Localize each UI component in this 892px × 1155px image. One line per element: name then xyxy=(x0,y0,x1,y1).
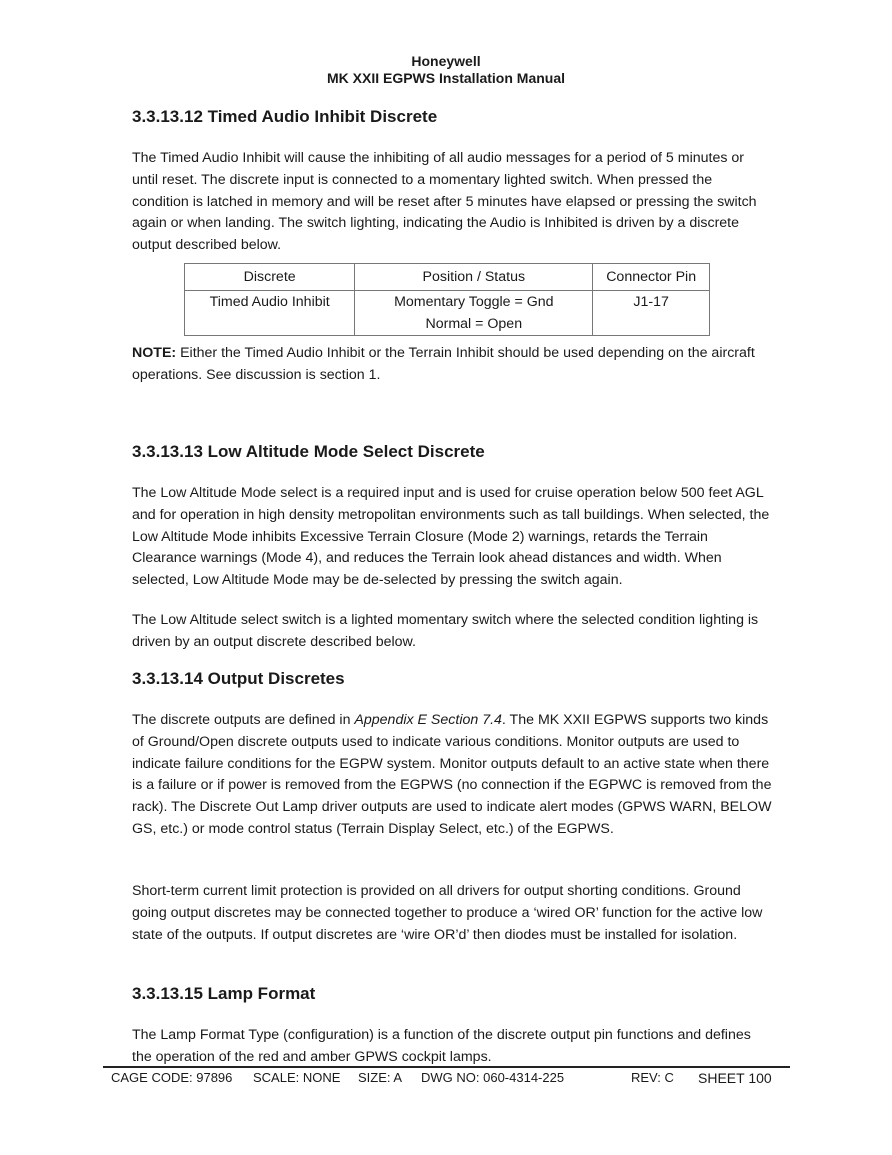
footer-size: SIZE: A xyxy=(358,1070,403,1085)
appendix-reference: Appendix E Section 7.4 xyxy=(354,712,502,728)
table-header-discrete: Discrete xyxy=(185,264,355,291)
table-header-connector-pin: Connector Pin xyxy=(593,264,710,291)
paragraph-lamp-format: The Lamp Format Type (configuration) is a function of the discrete output pin functions and defines the operation of the red and amber GPWS cockpit lamps. xyxy=(132,1027,751,1065)
output-discretes-text-pre: The discrete outputs are defined in xyxy=(132,712,355,728)
paragraph-low-altitude-mode-1: The Low Altitude Mode select is a required input and is used for cruise operation below 500 feet AGL and for operation in high density metropolitan environments such as tall buildings. When selected, the Low Altitude Mode inhibits Excessive Terrain Closure (Mode 2) warnings, retards the Terrain Clearance warnings (Mode 4), and reduces the Terrain look ahead distances and width. When selected, Low Altitude Mode may be de-selected by pressing the switch again. xyxy=(132,485,770,589)
header-company: Honeywell xyxy=(411,53,481,69)
paragraph-timed-audio-inhibit: The Timed Audio Inhibit will cause the inhibiting of all audio messages for a period of 5 minutes or until reset. The discrete input is connected to a momentary lighted switch. When pressed the condition is latched in memory and will be reset after 5 minutes have elapsed or pressing the switch again or when landing. The switch lighting, indicating the Audio is Inhibited is driven by a discrete output described below. xyxy=(132,150,757,254)
paragraph-output-discretes-2: Short-term current limit protection is provided on all drivers for output shorting conditions. Ground going output discretes may be connected together to produce a ‘wired OR’ function for the active low state of the outputs. If output discretes are ‘wire OR’d’ then diodes must be installed for isolation. xyxy=(132,883,763,943)
header-title: MK XXII EGPWS Installation Manual xyxy=(326,70,566,86)
status-line-normal: Normal = Open xyxy=(425,316,523,332)
note-label: NOTE: xyxy=(132,345,177,361)
table-cell-discrete: Timed Audio Inhibit xyxy=(185,291,355,336)
output-discretes-text-post: . The MK XXII EGPWS supports two kinds of Ground/Open discrete outputs used to indicate various conditions. Monitor outputs are used to indicate failure conditions for the EGPW system. Monitor outputs default to an active state when there is a failure or if power is removed from the EGPWS (no connection if the EGPWC is removed from the rack). The Discrete Out Lamp driver outputs are used to indicate alert modes (GPWS WARN, BELOW GS, etc.) or mode control status (Terrain Display Select, etc.) of the EGPWS. xyxy=(132,712,772,837)
status-line-toggle: Momentary Toggle = Gnd xyxy=(394,294,554,310)
discrete-table xyxy=(184,263,710,336)
section-heading-lamp-format: 3.3.13.15 Lamp Format xyxy=(132,984,316,1003)
footer-scale: SCALE: NONE xyxy=(253,1070,341,1085)
section-heading-output-discretes: 3.3.13.14 Output Discretes xyxy=(132,669,345,688)
table-cell-position-status xyxy=(355,291,593,336)
footer-rev: REV: C xyxy=(631,1070,674,1085)
table-cell-connector-pin: J1-17 xyxy=(593,291,710,336)
note-paragraph xyxy=(132,343,772,387)
footer-divider xyxy=(103,1066,790,1068)
footer-cage-code: CAGE CODE: 97896 xyxy=(111,1070,233,1085)
footer-dwg-no: DWG NO: 060-4314-225 xyxy=(421,1070,565,1085)
table-header-position-status: Position / Status xyxy=(355,264,593,291)
table-header-row xyxy=(185,264,710,291)
table-row xyxy=(185,291,710,336)
note-text: Either the Timed Audio Inhibit or the Terrain Inhibit should be used depending on the aircraft operations. See discussion is section 1. xyxy=(132,345,755,383)
section-heading-timed-audio-inhibit: 3.3.13.12 Timed Audio Inhibit Discrete xyxy=(132,107,438,126)
paragraph-low-altitude-mode-2: The Low Altitude select switch is a lighted momentary switch where the selected condition lighting is driven by an output discrete described below. xyxy=(132,612,759,650)
section-heading-low-altitude-mode: 3.3.13.13 Low Altitude Mode Select Discrete xyxy=(132,442,485,461)
paragraph-output-discretes-1 xyxy=(132,710,772,841)
footer-sheet: SHEET 100 xyxy=(698,1070,772,1086)
